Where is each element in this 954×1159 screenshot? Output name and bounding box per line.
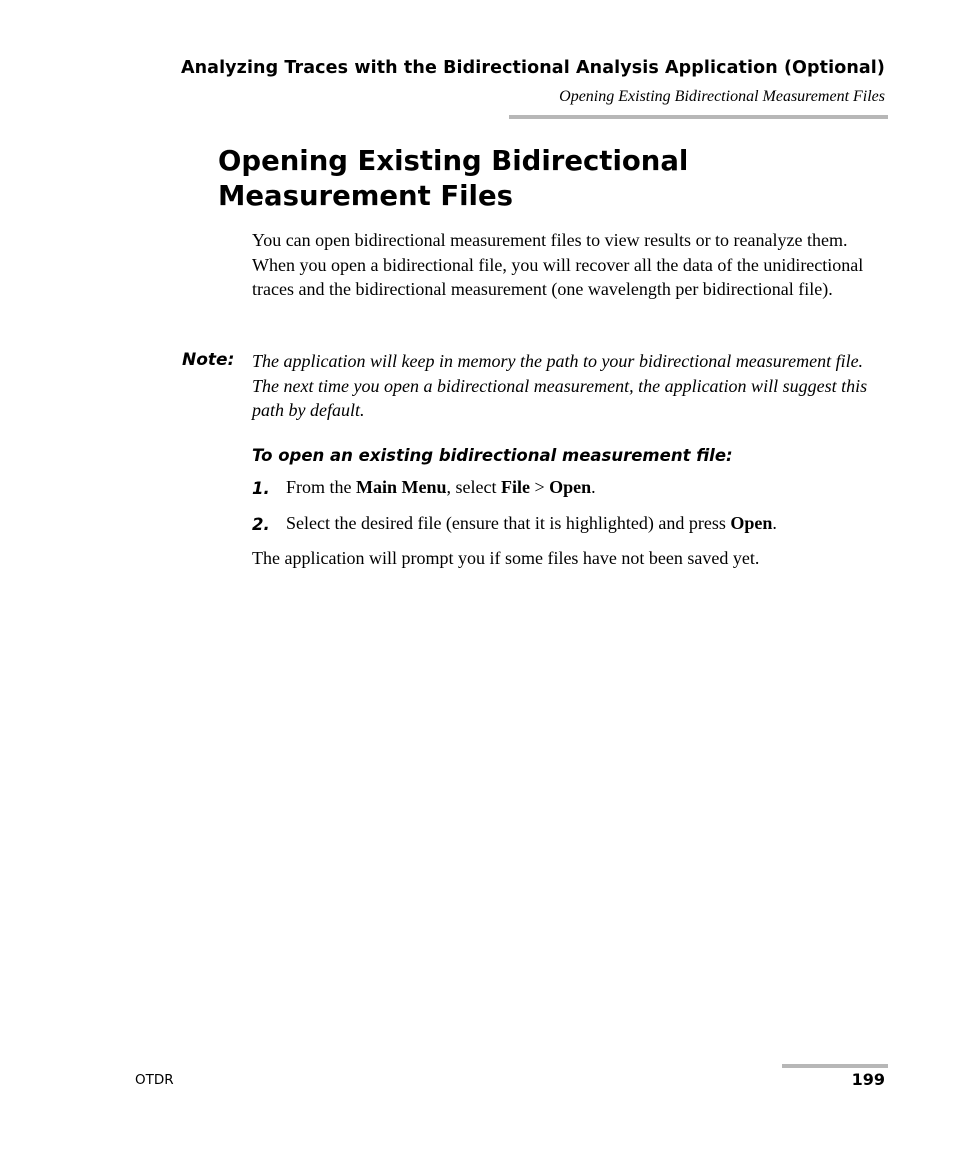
- running-header-title: Analyzing Traces with the Bidirectional Analysis Application (Optional): [180, 58, 885, 78]
- page-title: Opening Existing Bidirectional Measurement Files: [218, 145, 689, 212]
- intro-paragraph: You can open bidirectional measurement files to view results or to reanalyze them. When you open a bidirectional file, you will recover all the data of the unidirectional traces and the bidirectional measurement (one wavelength per bidirectional file).: [252, 230, 864, 300]
- header-rule: [509, 115, 888, 119]
- step-text: [286, 513, 777, 534]
- page-number: 199: [851, 1070, 885, 1089]
- menu-item-open: Open: [549, 477, 592, 497]
- closing-paragraph: The application will prompt you if some files have not been saved yet.: [252, 548, 760, 568]
- footer-product-name: OTDR: [135, 1072, 174, 1088]
- menu-item-file: File: [501, 477, 530, 497]
- step-number: 1.: [252, 479, 270, 498]
- note-text: The application will keep in memory the path to your bidirectional measurement file. The next time you open a bidirectional measurement, the application will suggest this path by default.: [252, 351, 868, 421]
- procedure-heading: To open an existing bidirectional measurement file:: [252, 446, 733, 465]
- step-text: [286, 477, 596, 498]
- menu-name: Main Menu: [356, 477, 447, 497]
- menu-separator: >: [530, 477, 550, 497]
- button-name-open: Open: [730, 513, 773, 533]
- running-header-subtitle: Opening Existing Bidirectional Measurement Files: [559, 88, 885, 105]
- note-label: Note:: [182, 350, 235, 370]
- step-text-part: From the: [286, 477, 356, 497]
- step-number: 2.: [252, 515, 270, 534]
- step-text-part: .: [591, 477, 596, 497]
- step-text-part: , select: [446, 477, 501, 497]
- footer-rule: [782, 1064, 888, 1068]
- step-text-part: Select the desired file (ensure that it is highlighted) and press: [286, 513, 731, 533]
- step-text-part: .: [772, 513, 777, 533]
